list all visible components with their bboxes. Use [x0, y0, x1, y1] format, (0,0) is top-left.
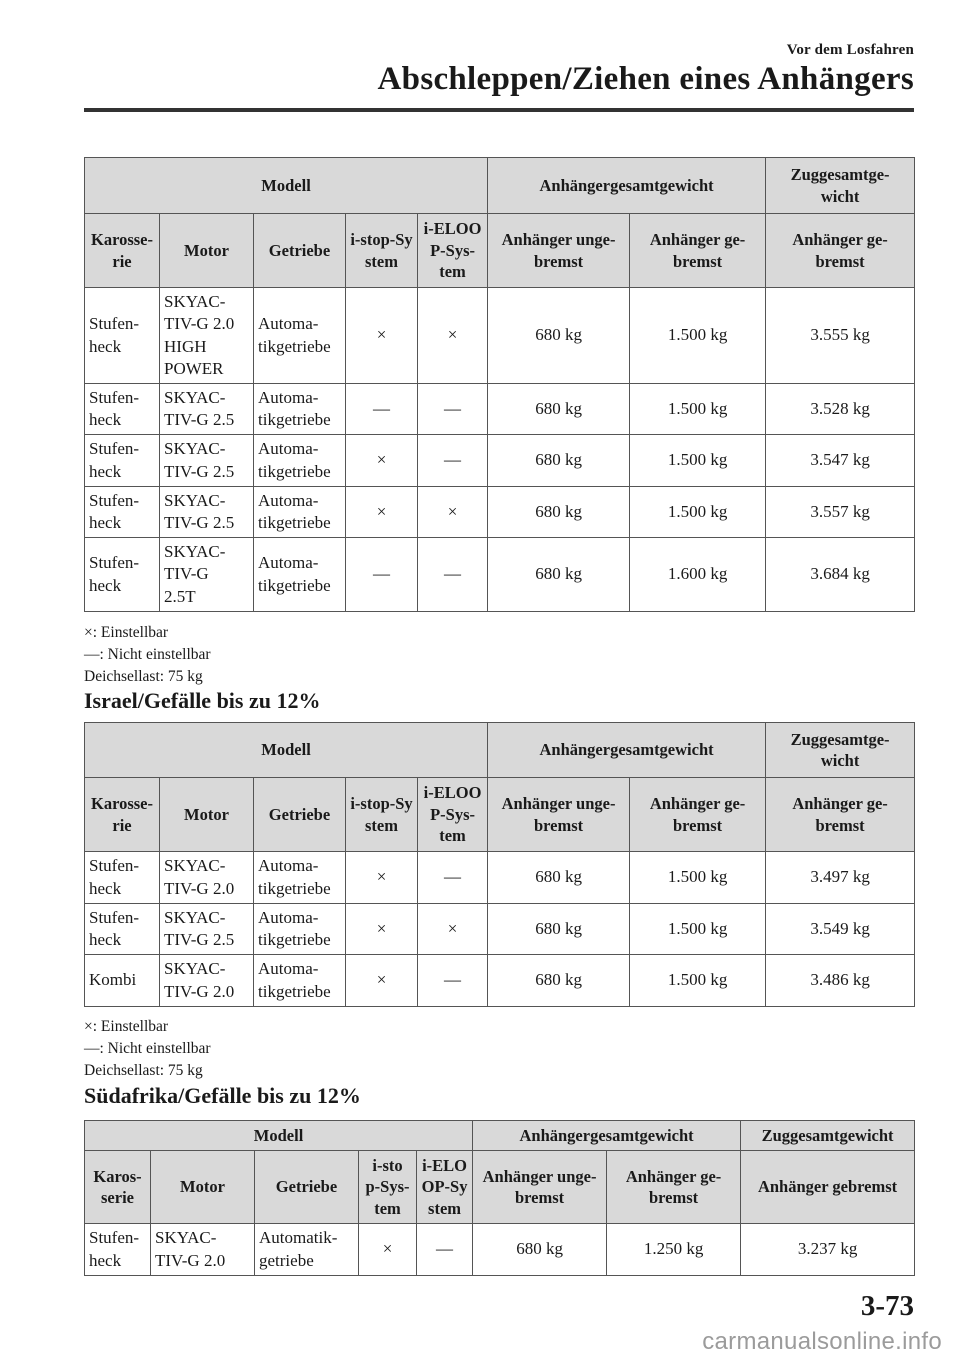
table-cell: Stufen- heck: [85, 538, 160, 612]
table-cell: 1.500 kg: [630, 435, 766, 487]
table-cell: SKYAC- TIV-G 2.5: [160, 435, 254, 487]
table-cell: 1.500 kg: [630, 487, 766, 538]
table-cell: Automa- tikgetriebe: [254, 852, 346, 904]
table-cell: SKYAC- TIV-G 2.0: [160, 955, 254, 1007]
note-not-adjustable: ―: Nicht einstellbar: [84, 646, 211, 663]
table-cell: ―: [417, 1224, 473, 1276]
table-cell: 1.500 kg: [630, 852, 766, 904]
table-cell: 3.557 kg: [766, 487, 915, 538]
table-row: [85, 955, 915, 1007]
section-title-south-africa: Südafrika/Gefälle bis zu 12%: [84, 1083, 361, 1108]
table-cell: Automatik- getriebe: [255, 1224, 359, 1276]
column-header: Anhänger unge- bremst: [473, 1151, 607, 1224]
table-row: [85, 852, 915, 904]
table-cell: Stufen- heck: [85, 1224, 151, 1276]
table-cell: 680 kg: [488, 955, 630, 1007]
note-adjustable: ×: Einstellbar: [84, 624, 169, 641]
header-rule: [84, 108, 914, 112]
table-cell: 1.250 kg: [607, 1224, 741, 1276]
towing-table-general: [84, 157, 915, 612]
column-header: Anhänger unge- bremst: [488, 214, 630, 288]
table-row: [85, 384, 915, 435]
table-cell: 3.497 kg: [766, 852, 915, 904]
table-cell: 1.500 kg: [630, 288, 766, 384]
table-cell: ×: [346, 487, 418, 538]
column-header: Karosse- rie: [85, 778, 160, 852]
table-cell: ×: [346, 904, 418, 955]
table-cell: 680 kg: [488, 288, 630, 384]
table-cell: 680 kg: [488, 904, 630, 955]
table-cell: Automa- tikgetriebe: [254, 538, 346, 612]
table-cell: ×: [346, 955, 418, 1007]
table-cell: ×: [346, 435, 418, 487]
table-cell: Kombi: [85, 955, 160, 1007]
table-cell: ×: [418, 288, 488, 384]
page-header: [378, 42, 914, 98]
table-cell: Automa- tikgetriebe: [254, 384, 346, 435]
column-header: i-stop-Sy stem: [346, 214, 418, 288]
table-cell: ―: [418, 384, 488, 435]
table-cell: 680 kg: [488, 384, 630, 435]
table-cell: SKYAC- TIV-G 2.0: [151, 1224, 255, 1276]
column-header: Motor: [160, 778, 254, 852]
towing-table-south-africa: [84, 1120, 915, 1276]
column-header: Getriebe: [254, 778, 346, 852]
group-header: Zuggesamtge- wicht: [766, 158, 915, 214]
column-header: Anhänger ge- bremst: [630, 214, 766, 288]
table-cell: Stufen- heck: [85, 852, 160, 904]
note-adjustable: ×: Einstellbar: [84, 1018, 169, 1035]
table-cell: 1.600 kg: [630, 538, 766, 612]
page-number: 3-73: [860, 1290, 914, 1322]
table-cell: SKYAC- TIV-G 2.0: [160, 852, 254, 904]
table-cell: SKYAC- TIV-G 2.5: [160, 384, 254, 435]
column-header: i-ELOO P-Sys- tem: [418, 214, 488, 288]
table-row: [85, 487, 915, 538]
table-cell: 680 kg: [488, 852, 630, 904]
column-header: Anhänger ge- bremst: [766, 778, 915, 852]
table-cell: ×: [359, 1224, 417, 1276]
table-cell: SKYAC- TIV-G 2.5T: [160, 538, 254, 612]
table-cell: ―: [346, 538, 418, 612]
section-title-israel: Israel/Gefälle bis zu 12%: [84, 688, 321, 713]
group-header: Anhängergesamtgewicht: [473, 1121, 741, 1151]
watermark: carmanualsonline.info: [702, 1328, 942, 1355]
table-cell: 3.547 kg: [766, 435, 915, 487]
table-cell: ―: [418, 435, 488, 487]
table-cell: ×: [346, 852, 418, 904]
table-cell: 680 kg: [473, 1224, 607, 1276]
table-row: [85, 288, 915, 384]
column-header: Anhänger ge- bremst: [630, 778, 766, 852]
note-tongue-load: Deichsellast: 75 kg: [84, 668, 203, 685]
column-header: Karosse- rie: [85, 214, 160, 288]
table-cell: Stufen- heck: [85, 288, 160, 384]
table-cell: Stufen- heck: [85, 384, 160, 435]
table-cell: ―: [418, 538, 488, 612]
column-header: Anhänger gebremst: [741, 1151, 915, 1224]
table-cell: ×: [418, 904, 488, 955]
table-cell: Automa- tikgetriebe: [254, 435, 346, 487]
table-cell: 1.500 kg: [630, 904, 766, 955]
column-header: Anhänger ge- bremst: [766, 214, 915, 288]
table-cell: ―: [418, 852, 488, 904]
table-row: [85, 1224, 915, 1276]
column-header: Getriebe: [254, 214, 346, 288]
table-cell: Automa- tikgetriebe: [254, 288, 346, 384]
legend-notes-1: [84, 622, 211, 688]
group-header: Anhängergesamtgewicht: [488, 158, 766, 214]
table-cell: ―: [418, 955, 488, 1007]
column-header: Motor: [151, 1151, 255, 1224]
table-cell: 680 kg: [488, 435, 630, 487]
towing-table-israel: [84, 722, 915, 1007]
column-header: Getriebe: [255, 1151, 359, 1224]
table-cell: 1.500 kg: [630, 955, 766, 1007]
table-cell: 3.549 kg: [766, 904, 915, 955]
group-header: Modell: [85, 723, 488, 778]
group-header: Modell: [85, 158, 488, 214]
group-header: Anhängergesamtgewicht: [488, 723, 766, 778]
legend-notes-2: [84, 1016, 211, 1082]
table-cell: Automa- tikgetriebe: [254, 955, 346, 1007]
table-cell: Stufen- heck: [85, 435, 160, 487]
note-tongue-load: Deichsellast: 75 kg: [84, 1062, 203, 1079]
table-cell: 3.528 kg: [766, 384, 915, 435]
column-header: i-ELOO P-Sys- tem: [418, 778, 488, 852]
group-header: Zuggesamtge- wicht: [766, 723, 915, 778]
table-row: [85, 538, 915, 612]
table-cell: 3.486 kg: [766, 955, 915, 1007]
column-header: Karos- serie: [85, 1151, 151, 1224]
column-header: Anhänger unge- bremst: [488, 778, 630, 852]
table-cell: 3.684 kg: [766, 538, 915, 612]
section-heading: Abschleppen/Ziehen eines Anhängers: [377, 61, 914, 97]
table-cell: 3.237 kg: [741, 1224, 915, 1276]
column-header: i-sto p-Sys- tem: [359, 1151, 417, 1224]
table-cell: Stufen- heck: [85, 904, 160, 955]
column-header: i-ELO OP-Sy stem: [417, 1151, 473, 1224]
column-header: Motor: [160, 214, 254, 288]
table-cell: SKYAC- TIV-G 2.0 HIGH POWER: [160, 288, 254, 384]
table-cell: Automa- tikgetriebe: [254, 904, 346, 955]
group-header: Zuggesamtgewicht: [741, 1121, 915, 1151]
note-not-adjustable: ―: Nicht einstellbar: [84, 1040, 211, 1057]
table-cell: SKYAC- TIV-G 2.5: [160, 904, 254, 955]
table-row: [85, 435, 915, 487]
column-header: i-stop-Sy stem: [346, 778, 418, 852]
column-header: Anhänger ge- bremst: [607, 1151, 741, 1224]
table-cell: ―: [346, 384, 418, 435]
table-cell: ×: [346, 288, 418, 384]
table-cell: 3.555 kg: [766, 288, 915, 384]
table-cell: 680 kg: [488, 487, 630, 538]
table-cell: SKYAC- TIV-G 2.5: [160, 487, 254, 538]
table-cell: Automa- tikgetriebe: [254, 487, 346, 538]
table-cell: 1.500 kg: [630, 384, 766, 435]
table-cell: ×: [418, 487, 488, 538]
chapter-subtitle: Vor dem Losfahren: [786, 42, 914, 58]
table-row: [85, 904, 915, 955]
table-cell: 680 kg: [488, 538, 630, 612]
group-header: Modell: [85, 1121, 473, 1151]
table-cell: Stufen- heck: [85, 487, 160, 538]
